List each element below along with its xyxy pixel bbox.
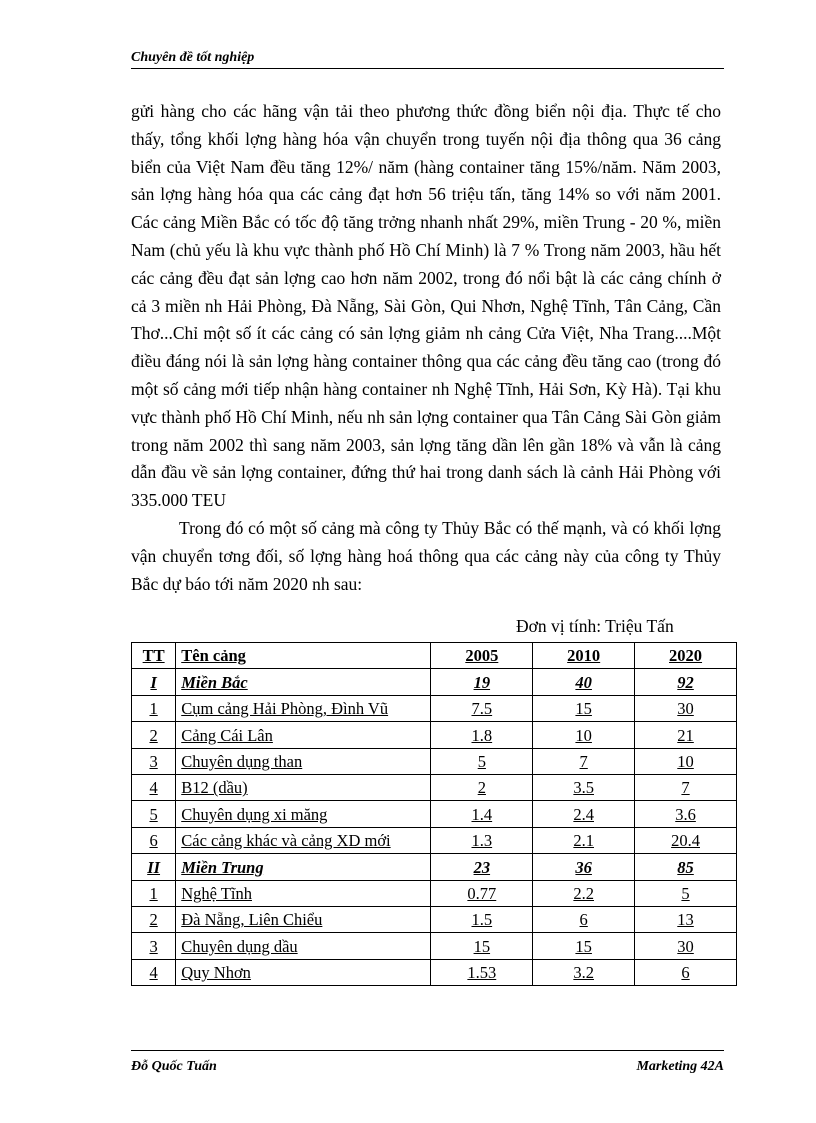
row-tt: 3	[132, 933, 176, 959]
row-port-name: Cảng Cái Lân	[176, 722, 431, 748]
row-2005: 1.4	[431, 801, 533, 827]
row-tt: 1	[132, 880, 176, 906]
table-body	[132, 669, 737, 986]
table-row	[132, 906, 737, 932]
table-region-row	[132, 854, 737, 880]
row-2005: 5	[431, 748, 533, 774]
header-port-name: Tên cảng	[176, 643, 431, 669]
row-2020: 5	[635, 880, 737, 906]
row-2005: 19	[431, 669, 533, 695]
row-2020: 20.4	[635, 827, 737, 853]
body-text	[131, 98, 721, 598]
row-2005: 23	[431, 854, 533, 880]
table-row	[132, 933, 737, 959]
row-tt: 6	[132, 827, 176, 853]
row-tt: 2	[132, 906, 176, 932]
row-2010: 6	[533, 906, 635, 932]
table-row	[132, 801, 737, 827]
row-2010: 15	[533, 695, 635, 721]
row-port-name: Các cảng khác và cảng XD mới	[176, 827, 431, 853]
row-tt: 4	[132, 959, 176, 985]
row-2005: 1.5	[431, 906, 533, 932]
header-2005: 2005	[431, 643, 533, 669]
row-2020: 13	[635, 906, 737, 932]
table-row	[132, 774, 737, 800]
page-footer	[131, 1050, 724, 1074]
table-row	[132, 827, 737, 853]
row-2005: 1.53	[431, 959, 533, 985]
row-2010: 3.2	[533, 959, 635, 985]
row-tt: 4	[132, 774, 176, 800]
row-2020: 85	[635, 854, 737, 880]
row-tt: 1	[132, 695, 176, 721]
row-port-name: Đà Nẵng, Liên Chiểu	[176, 906, 431, 932]
table-row	[132, 959, 737, 985]
header-2020: 2020	[635, 643, 737, 669]
row-2020: 30	[635, 695, 737, 721]
table-region-row	[132, 669, 737, 695]
row-2005: 0.77	[431, 880, 533, 906]
row-2005: 2	[431, 774, 533, 800]
paragraph-2: Trong đó có một số cảng mà công ty Thủy Bắc có thế mạnh, và có khối lợng vận chuyển tơng đối, số lợng hàng hoá thông qua các cảng này của công ty Thủy Bắc dự báo tới năm 2020 nh sau:	[131, 517, 721, 594]
row-2020: 30	[635, 933, 737, 959]
row-2020: 3.6	[635, 801, 737, 827]
row-2010: 2.1	[533, 827, 635, 853]
row-2005: 7.5	[431, 695, 533, 721]
row-2005: 15	[431, 933, 533, 959]
row-2010: 2.4	[533, 801, 635, 827]
row-tt: 2	[132, 722, 176, 748]
table-row	[132, 695, 737, 721]
row-2005: 1.8	[431, 722, 533, 748]
row-port-name: Chuyên dụng dầu	[176, 933, 431, 959]
row-port-name: Cụm cảng Hải Phòng, Đình Vũ	[176, 695, 431, 721]
row-port-name: Quy Nhơn	[176, 959, 431, 985]
footer-class: Marketing 42A	[636, 1059, 724, 1074]
row-2010: 40	[533, 669, 635, 695]
table-row	[132, 722, 737, 748]
row-2020: 92	[635, 669, 737, 695]
row-tt: I	[132, 669, 176, 695]
row-2010: 10	[533, 722, 635, 748]
header-2010: 2010	[533, 643, 635, 669]
row-2010: 15	[533, 933, 635, 959]
paragraph-1: gửi hàng cho các hãng vận tải theo phương thức đồng biển nội địa. Thực tế cho thấy, tổng khối lợng hàng hóa vận chuyển trong tuyến nội địa thông qua 36 cảng biển của Việt Nam đều tăng 12%/ năm (hàng container tăng 15%/năm. Năm 2003, sản lợng hàng hóa qua các cảng đạt hơn 56 triệu tấn, tăng 14% so với năm 2001. Các cảng Miền Bắc có tốc độ tăng trởng nhanh nhất 29%, miền Trung - 20 %, miền Nam (chủ yếu là khu vực thành phố Hồ Chí Minh) là 7 % Trong năm 2003, hầu hết các cảng đều đạt sản lợng cao hơn năm 2002, trong đó nổi bật là các cảng chính ở cả 3 miền nh Hải Phòng, Đà Nẵng, Sài Gòn, Qui Nhơn, Nghệ Tĩnh, Tân Cảng, Cần Thơ...Chỉ một số ít các cảng có sản lợng giảm nh cảng Cửa Việt, Nha Trang....Một điều đáng nói là sản lợng hàng container thông qua các cảng đều tăng cao (trong đó một số cảng mới tiếp nhận hàng container nh Nghệ Tĩnh, Hải Sơn, Kỳ Hà). Tại khu vực thành phố Hồ Chí Minh, nếu nh sản lợng container qua Tân Cảng Sài Gòn giảm trong năm 2002 thì sang năm 2003, sản lợng tăng dần lên gần 18% và vẫn là cảng dẫn đầu về sản lợng container, đứng thứ hai trong danh sách là cảnh Hải Phòng với 335.000 TEU	[131, 101, 721, 511]
row-2010: 3.5	[533, 774, 635, 800]
unit-label: Đơn vị tính: Triệu Tấn	[516, 616, 674, 636]
row-2020: 7	[635, 774, 737, 800]
row-2020: 21	[635, 722, 737, 748]
row-tt: 3	[132, 748, 176, 774]
row-port-name: Chuyên dụng xi măng	[176, 801, 431, 827]
header-tt: TT	[132, 643, 176, 669]
row-port-name: Miền Trung	[176, 854, 431, 880]
row-port-name: B12 (dầu)	[176, 774, 431, 800]
page-header	[131, 50, 724, 69]
row-2010: 2.2	[533, 880, 635, 906]
row-2010: 36	[533, 854, 635, 880]
row-2020: 6	[635, 959, 737, 985]
header-title: Chuyên đề tốt nghiệp	[131, 50, 255, 65]
table-header-row	[132, 643, 737, 669]
row-port-name: Chuyên dụng than	[176, 748, 431, 774]
row-tt: II	[132, 854, 176, 880]
row-2010: 7	[533, 748, 635, 774]
footer-author: Đỗ Quốc Tuấn	[131, 1059, 217, 1074]
port-forecast-table	[131, 642, 737, 986]
table-row	[132, 880, 737, 906]
row-2020: 10	[635, 748, 737, 774]
row-tt: 5	[132, 801, 176, 827]
table-row	[132, 748, 737, 774]
row-port-name: Miền Bắc	[176, 669, 431, 695]
row-port-name: Nghệ Tĩnh	[176, 880, 431, 906]
row-2005: 1.3	[431, 827, 533, 853]
